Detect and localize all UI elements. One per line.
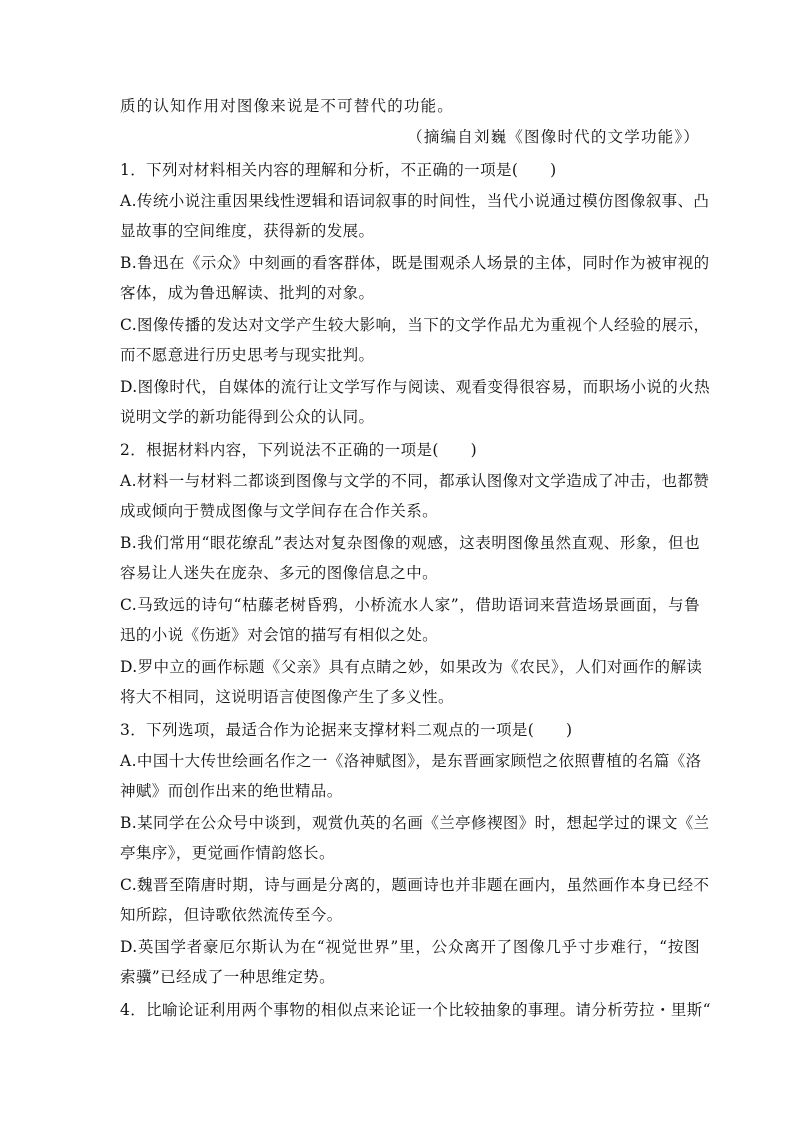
q1-option-b-line2: 客体，成为鲁迅解读、批判的对象。 [120, 284, 375, 302]
q2-option-b-line1: B.我们常用“眼花缭乱”表达对复杂图像的观感，这表明图像虽然直观、形象，但也 [120, 534, 700, 552]
q1-option-a-line1: A.传统小说注重因果线性逻辑和语词叙事的时间性，当代小说通过模仿图像叙事、凸 [120, 192, 710, 210]
q3-option-b-line1: B.某同学在公众号中谈到，观赏仇英的名画《兰亭修禊图》时，想起学过的课文《兰 [120, 814, 710, 832]
q1-option-d-line1: D.图像时代，自媒体的流行让文学写作与阅读、观看变得很容易，而职场小说的火热 [120, 378, 711, 396]
q3-option-c-line1: C.魏晋至隋唐时期，诗与画是分离的，题画诗也并非题在画内，虽然画作本身已经不 [120, 876, 710, 894]
q3-option-d-line1: D.英国学者豪厄尔斯认为在“视觉世界”里，公众离开了图像几乎寸步难行，“按图 [120, 938, 700, 956]
q3-option-c-line2: 知所踪，但诗歌依然流传至今。 [120, 906, 343, 924]
q1-option-d-line2: 说明文学的新功能得到公众的认同。 [120, 408, 375, 426]
q2-option-a-line1: A.材料一与材料二都谈到图像与文学的不同，都承认图像对文学造成了冲击，也都赞 [120, 472, 710, 490]
q1-option-b-line1: B.鲁迅在《示众》中刻画的看客群体，既是围观杀人场景的主体，同时作为被审视的 [120, 254, 710, 272]
continuation-text: 质的认知作用对图像来说是不可替代的功能。 [120, 97, 455, 115]
q2-option-d-line2: 将大不相同，这说明语言使图像产生了多义性。 [120, 688, 454, 706]
q2-option-c-line1: C.马致远的诗句“枯藤老树昏鸦，小桥流水人家”，借助语词来营造场景画面，与鲁 [120, 596, 700, 614]
q3-option-d-line2: 索骥”已经成了一种思维定势。 [120, 968, 336, 986]
q1-option-c-line2: 而不愿意进行历史思考与现实批判。 [120, 346, 375, 364]
q1-option-a-line2: 显故事的空间维度，获得新的发展。 [120, 222, 375, 240]
question-3-stem: 3．下列选项，最适合作为论据来支撑材料二观点的一项是( ) [120, 721, 573, 739]
q3-option-a-line2: 神赋》而创作出来的绝世精品。 [120, 782, 343, 800]
source-citation: （摘编自刘巍《图像时代的文学功能》） [407, 128, 700, 146]
q3-option-a-line1: A.中国十大传世绘画名作之一《洛神赋图》，是东晋画家顾恺之依照曹植的名篇《洛 [120, 752, 702, 770]
question-4-stem: 4．比喻论证利用两个事物的相似点来论证一个比较抽象的事理。请分析劳拉・里斯“ [120, 1001, 711, 1019]
question-2-stem: 2．根据材料内容，下列说法不正确的一项是( ) [120, 441, 478, 459]
q2-option-a-line2: 成或倾向于赞成图像与文学间存在合作关系。 [120, 502, 439, 520]
q1-option-c-line1: C.图像传播的发达对文学产生较大影响，当下的文学作品尤为重视个人经验的展示， [120, 316, 710, 334]
q2-option-d-line1: D.罗中立的画作标题《父亲》具有点睛之妙，如果改为《农民》，人们对画作的解读 [120, 658, 703, 676]
q3-option-b-line2: 亭集序》，更觉画作情韵悠长。 [120, 844, 335, 862]
question-1-stem: 1．下列对材料相关内容的理解和分析，不正确的一项是( ) [120, 161, 557, 179]
q2-option-c-line2: 迅的小说《伤逝》对会馆的描写有相似之处。 [120, 626, 439, 644]
q2-option-b-line2: 容易让人迷失在庞杂、多元的图像信息之中。 [120, 564, 439, 582]
